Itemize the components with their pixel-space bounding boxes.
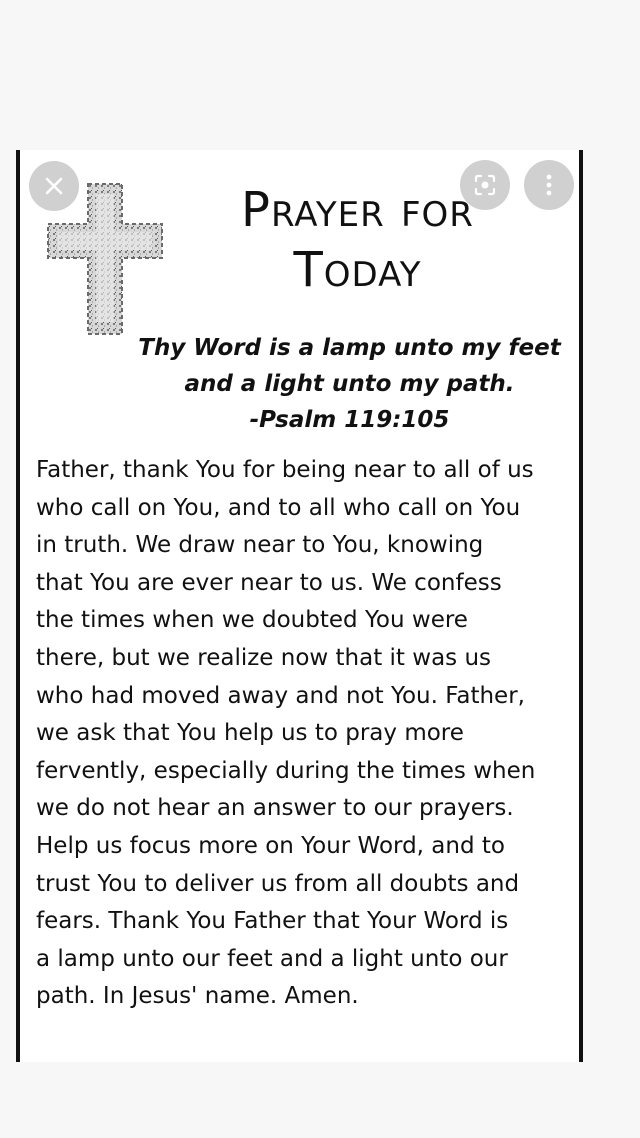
title-line-2: Today bbox=[293, 242, 422, 298]
prayer-line: Father, thank You for being near to all of us bbox=[36, 457, 534, 483]
visual-search-button[interactable] bbox=[460, 160, 510, 210]
verse-reference: -Psalm 119:105 bbox=[249, 407, 450, 433]
close-button[interactable] bbox=[29, 161, 79, 211]
prayer-line: in truth. We draw near to You, knowing bbox=[36, 532, 484, 559]
close-icon bbox=[44, 176, 64, 196]
verse-line: Thy Word is a lamp unto my feet bbox=[138, 335, 561, 361]
prayer-line: who had moved away and not You. Father, bbox=[36, 682, 525, 709]
prayer-line: fervently, especially during the times when bbox=[36, 757, 536, 784]
title-line-1: Prayer for bbox=[241, 182, 474, 238]
more-vertical-icon bbox=[545, 174, 553, 196]
prayer-line: we ask that You help us to pray more bbox=[36, 720, 464, 747]
prayer-line: a lamp unto our feet and a light unto our bbox=[36, 945, 508, 972]
prayer-line: trust You to deliver us from all doubts and bbox=[36, 870, 520, 897]
prayer-line: fears. Thank You Father that Your Word is bbox=[36, 908, 509, 935]
lens-icon bbox=[473, 173, 497, 197]
prayer-line: there, but we realize now that it was us bbox=[36, 644, 492, 671]
prayer-line: the times when we doubted You were bbox=[36, 607, 468, 634]
prayer-card-image bbox=[16, 150, 583, 1062]
prayer-line: path. In Jesus' name. Amen. bbox=[36, 983, 359, 1010]
prayer-text bbox=[36, 452, 571, 1016]
prayer-line: we do not hear an answer to our prayers. bbox=[36, 795, 514, 822]
verse-line: and a light unto my path. bbox=[184, 371, 515, 397]
more-options-button[interactable] bbox=[524, 160, 574, 210]
prayer-line: who call on You, and to all who call on You bbox=[36, 494, 521, 521]
scripture-verse bbox=[130, 330, 569, 438]
prayer-line: Help us focus more on Your Word, and to bbox=[36, 832, 505, 859]
prayer-line: that You are ever near to us. We confess bbox=[36, 569, 502, 596]
